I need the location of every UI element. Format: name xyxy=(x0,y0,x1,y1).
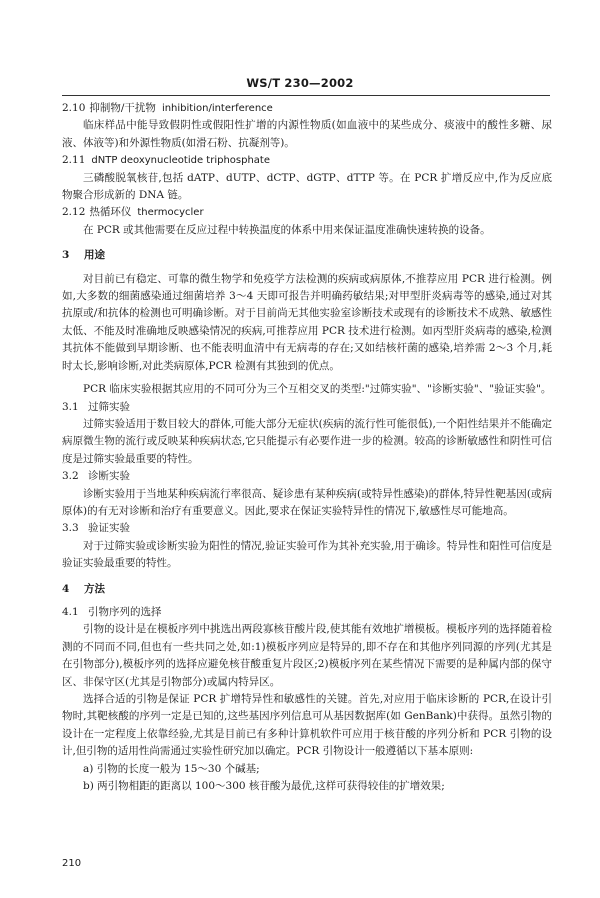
subsection-heading-3-1: 3.1 过筛实验 xyxy=(62,400,130,413)
section-3-paragraph: PCR 临床实验根据其应用的不同可分为三个互相交叉的类型:"过筛实验"、"诊断实验"、"验证实验"。 xyxy=(83,383,552,396)
standard-code-header: WS/T 230—2002 xyxy=(246,76,354,90)
header-rule xyxy=(62,95,550,96)
section-4-paragraph: 选择合适的引物是保证 PCR 扩增特异性和敏感性的关键。首先,对应用于临床诊断的 PCR,在设计引物时,其靶核酸的序列一定是已知的,这些基因序列信息可从基因数据库(如 GenBank)中获得。虽然引物的设计在一定程度上依靠经验,尤其是目前已有多种计算机软件可应用于核苷酸的序列分析和 PCR 引物的设计,但引物的适用性尚需通过实验性研究加以确定。PCR 引物设计一般遵循以下基本原则: xyxy=(62,693,553,758)
subsection-heading-4-1: 4.1 引物序列的选择 xyxy=(62,605,162,618)
section-heading-3: 3 用途 xyxy=(62,249,105,262)
section-heading-4: 4 方法 xyxy=(62,582,105,595)
list-item: a) 引物的长度一般为 15～30 个碱基; xyxy=(83,762,260,775)
list-item: b) 两引物相距的距离以 100～300 核苷酸为最优,这样可获得较佳的扩增效果; xyxy=(83,780,445,793)
section-3-paragraph: 对目前已有稳定、可靠的微生物学和免疫学方法检测的疾病或病原体,不推荐应用 PCR 进行检测。例如,大多数的细菌感染通过细菌培养 3～4 天即可报告并明确药敏结果;对甲型肝炎病毒等的感染,通过对其抗原或/和抗体的检测也可明确诊断。对于目前尚无其他实验室诊断技术或现有的诊断技术不成熟、敏感性太低、不能及时准确地反映感染情况的疾病,可推荐应用 PCR 技术进行检测。如丙型肝炎病毒的感染,检测其抗体不能做到早期诊断、也不能表明血清中有无病毒的存在;又如结核杆菌的感染,培养需 2～3 个月,耗时太长,影响诊断,对此类病原体,PCR 检测有其独到的优点。 xyxy=(62,272,552,372)
subsection-heading-3-3: 3.3 验证实验 xyxy=(62,522,130,535)
term-definition-2-10: 临床样品中能导致假阴性或假阳性扩增的内源性物质(如血液中的某些成分、痰液中的酸性多糖、尿液、体液等)和外源性物质(如滑石粉、抗凝剂等)。 xyxy=(62,119,552,149)
subsection-3-1-text: 过筛实验适用于数目较大的群体,可能大部分无症状(疾病的流行性可能很低),一个阳性结果并不能确定病原微生物的流行或反映某种疾病状态,它只能提示有必要作进一步的检测。较高的诊断敏感性和阴性可信度是过筛实验最重要的特性。 xyxy=(62,417,552,465)
term-heading-2-11: 2.11 dNTP deoxynucleotide triphosphate xyxy=(62,154,270,167)
term-heading-2-12: 2.12 热循环仪 thermocycler xyxy=(62,206,204,219)
page-content xyxy=(62,100,552,795)
page-number: 210 xyxy=(62,858,82,869)
term-definition-2-11: 三磷酸脱氧核苷,包括 dATP、dUTP、dCTP、dGTP、dTTP 等。在 PCR 扩增反应中,作为反应底物聚合形成新的 DNA 链。 xyxy=(62,171,552,202)
section-4-paragraph: 引物的设计是在模板序列中挑选出两段寡核苷酸片段,使其能有效地扩增模板。模板序列的选择随着检测的不同而不同,但也有一些共同之处,如:1)模板序列应是特异的,即不存在和其他序列同源的序列(尤其是在引物部分),模板序列的选择应避免核苷酸重复片段区;2)模板序列在某些情况下需要的是种属内部的保守区、非保守区(尤其是引物部分)或属内特异区。 xyxy=(62,623,552,688)
subsection-heading-3-2: 3.2 诊断实验 xyxy=(62,470,130,483)
term-heading-2-10: 2.10 抑制物/干扰物 inhibition/interference xyxy=(62,102,273,114)
subsection-3-3-text: 对于过筛实验或诊断实验为阳性的情况,验证实验可作为其补充实验,用于确诊。特异性和阳性可信度是验证实验最重要的特性。 xyxy=(62,539,552,570)
term-definition-2-12: 在 PCR 或其他需要在反应过程中转换温度的体系中用来保证温度准确快速转换的设备。 xyxy=(83,223,491,236)
subsection-3-2-text: 诊断实验用于当地某种疾病流行率很高、疑诊患有某种疾病(或特异性感染)的群体,特异性靶基因(或病原体)的有无对诊断和治疗有重要意义。因此,要求在保证实验特异性的情况下,敏感性尽可能地高。 xyxy=(62,487,553,517)
